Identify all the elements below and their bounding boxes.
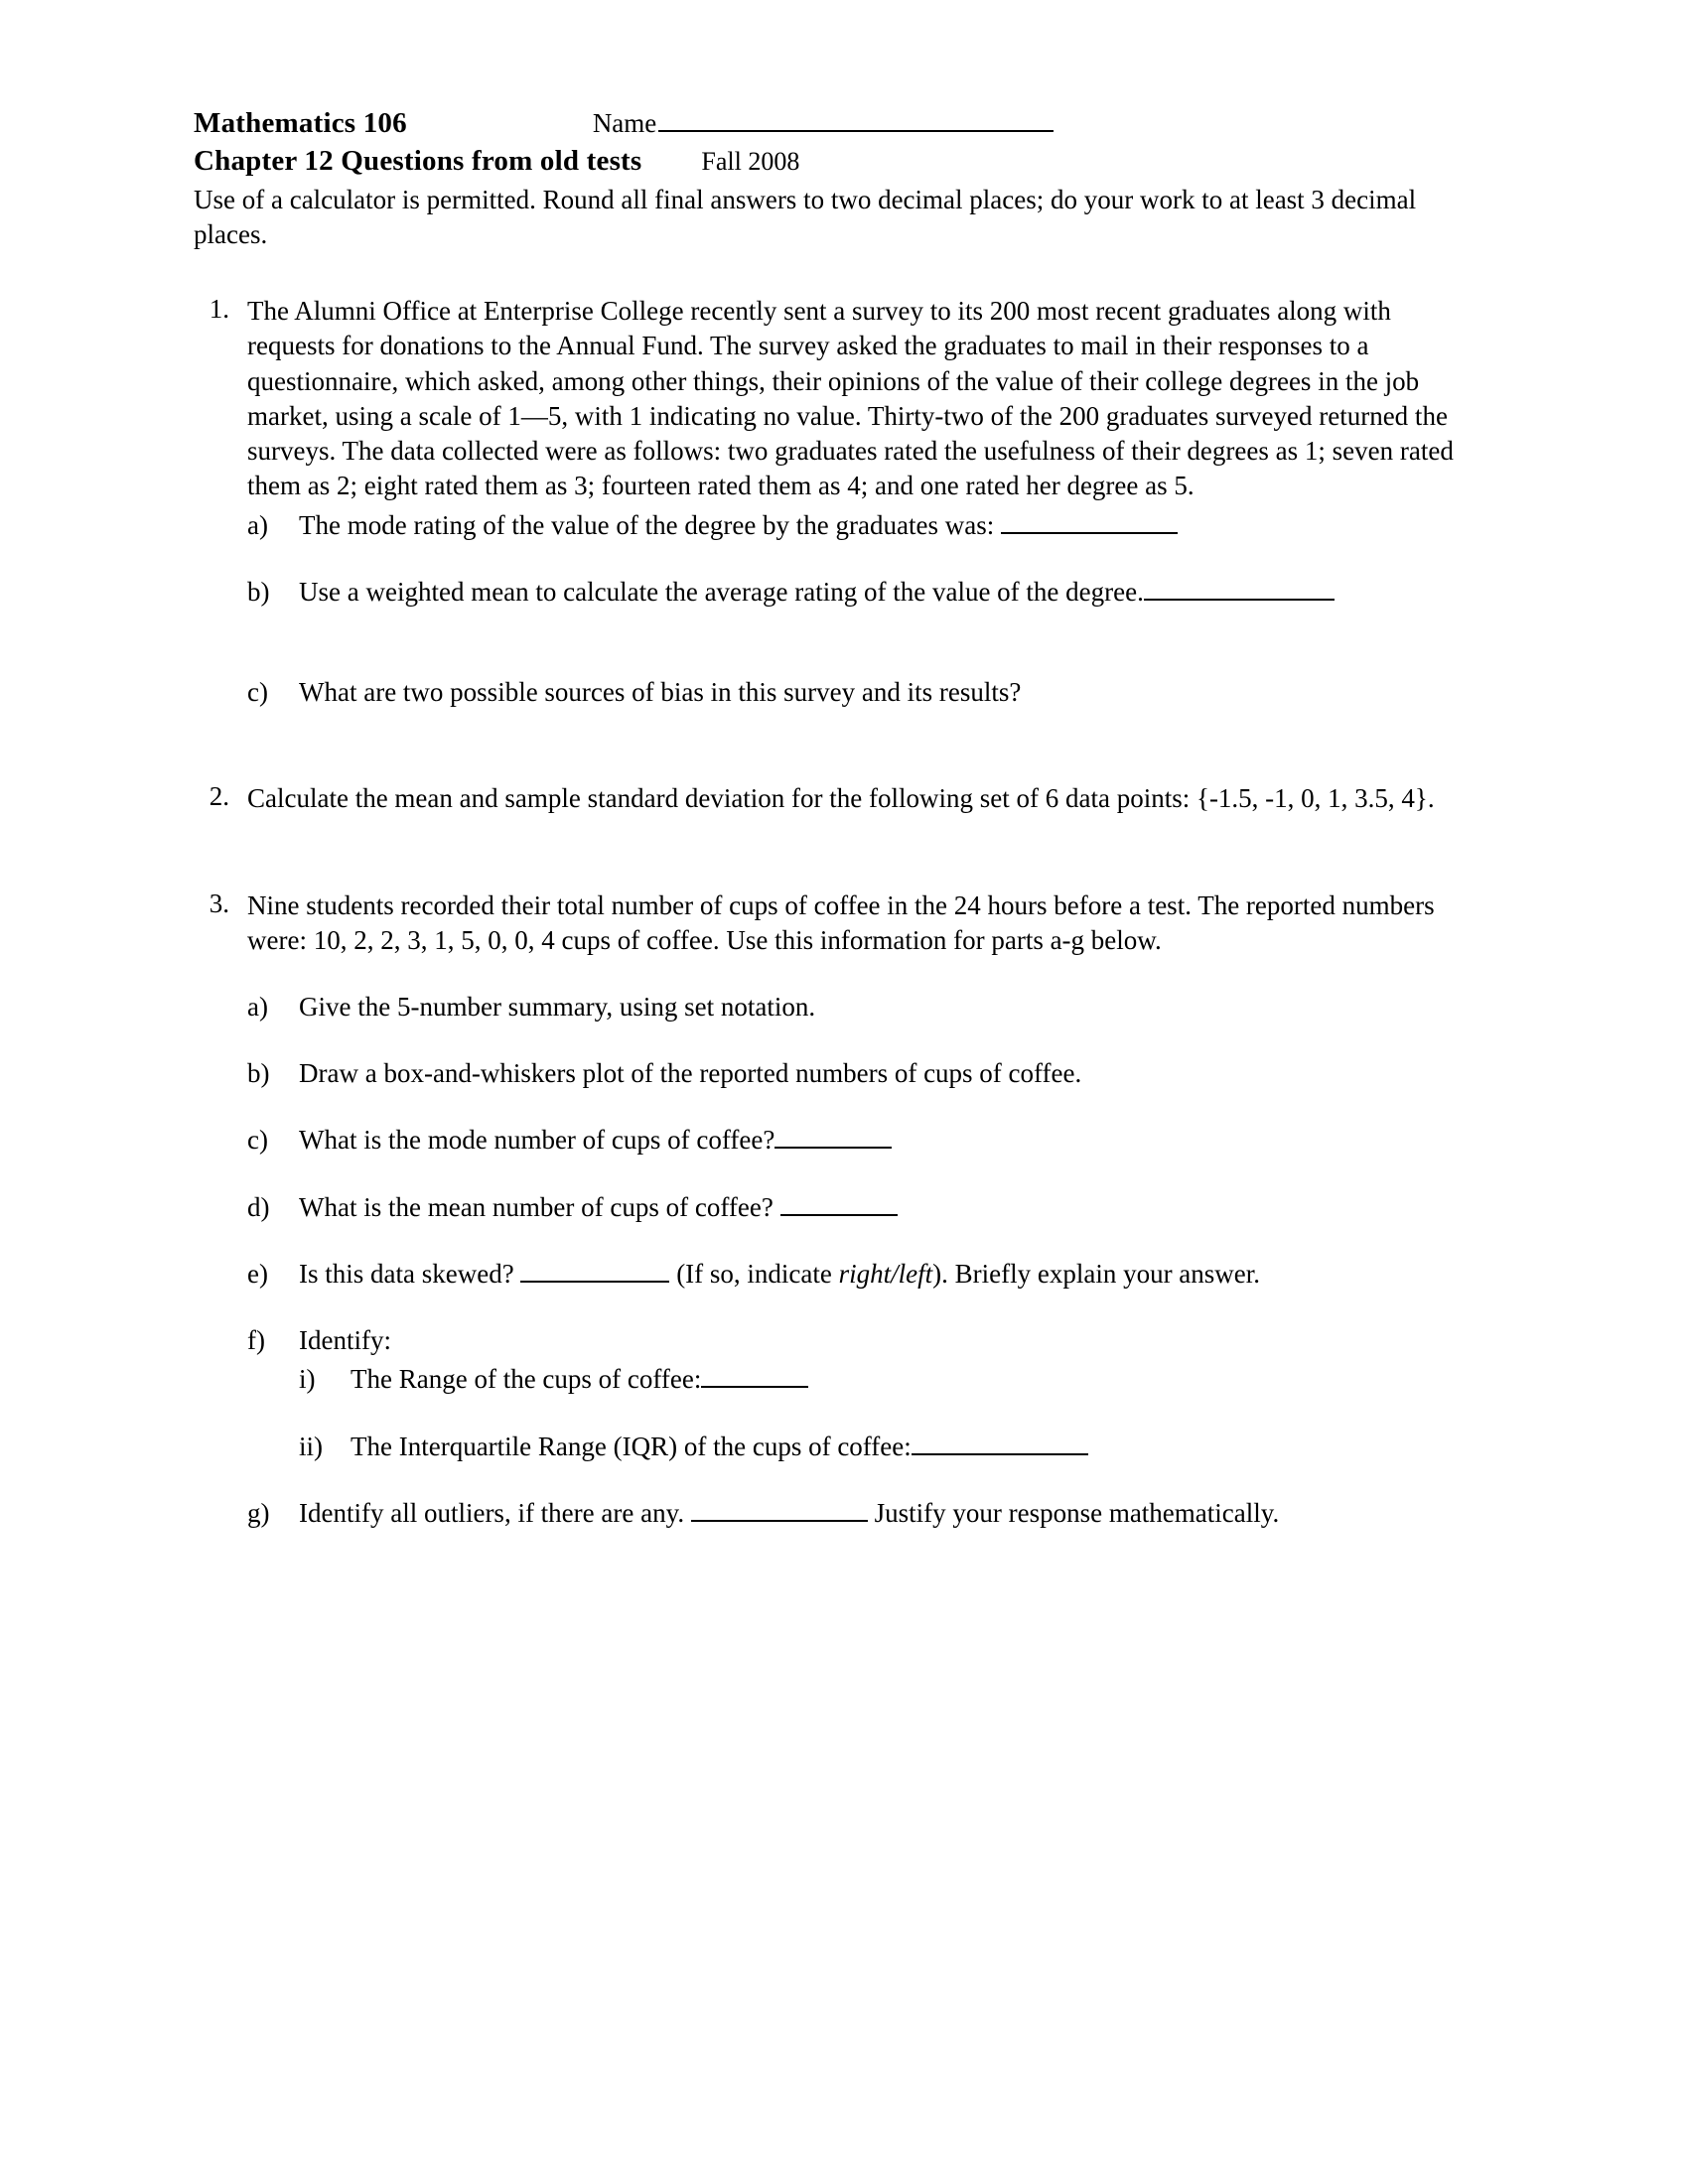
question-3-part-f-i xyxy=(299,1362,1471,1397)
question-1-part-a-text: The mode rating of the value of the degree by the graduates was: xyxy=(299,509,995,540)
spacer xyxy=(247,1024,1499,1052)
question-3 xyxy=(194,888,1499,1532)
spacer xyxy=(194,710,1499,781)
question-3-part-f-i-answer-blank[interactable] xyxy=(701,1365,808,1388)
name-label: Name xyxy=(592,108,657,138)
question-3-part-c-text: What is the mode number of cups of coffee? xyxy=(299,1125,775,1156)
question-3-part-g-label: g) xyxy=(247,1497,270,1528)
question-1-number: 1. xyxy=(209,294,229,325)
question-3-part-f-label: f) xyxy=(247,1325,265,1356)
question-1-part-a xyxy=(247,508,1499,543)
document-header xyxy=(194,107,1499,252)
question-3-part-f-ii-label: ii) xyxy=(299,1431,323,1461)
question-3-part-f-ii-answer-blank[interactable] xyxy=(912,1433,1088,1455)
question-3-part-g-text-after: Justify your response mathematically. xyxy=(874,1497,1280,1528)
spacer xyxy=(247,543,1499,571)
question-3-part-g-answer-blank[interactable] xyxy=(691,1499,868,1522)
question-3-text: Nine students recorded their total number of cups of coffee in the 24 hours before a test. The reported numbers were: 10, 2, 2, 3, 1, 5, 0, 0, 4 cups of coffee. Use this information for parts a-g below. xyxy=(247,889,1435,955)
question-3-part-c xyxy=(247,1123,1499,1158)
question-3-part-e xyxy=(247,1257,1499,1292)
header-row-course xyxy=(194,107,1499,140)
spacer xyxy=(299,1398,1471,1426)
question-3-number: 3. xyxy=(209,887,229,918)
spacer xyxy=(247,958,1499,986)
question-2 xyxy=(194,781,1499,816)
name-blank-field[interactable] xyxy=(658,108,1054,132)
question-3-part-e-emphasis: right/left xyxy=(838,1258,933,1289)
question-3-part-f xyxy=(247,1323,1499,1464)
question-3-part-e-text-before: Is this data skewed? xyxy=(299,1258,514,1289)
question-1-part-a-label: a) xyxy=(247,509,268,540)
question-3-part-c-label: c) xyxy=(247,1125,268,1156)
question-3-part-f-i-text: The Range of the cups of coffee: xyxy=(351,1364,702,1395)
question-3-part-a xyxy=(247,990,1499,1024)
question-list xyxy=(194,294,1499,1531)
term-label: Fall 2008 xyxy=(701,147,800,176)
spacer xyxy=(247,610,1499,671)
question-2-number: 2. xyxy=(209,781,229,812)
spacer xyxy=(247,1159,1499,1186)
question-1-part-c xyxy=(247,675,1499,710)
question-3-part-f-i-label: i) xyxy=(299,1364,316,1395)
question-2-text: Calculate the mean and sample standard deviation for the following set of 6 data points: {-1.5, -1, 0, 1, 3.5, 4}. xyxy=(247,783,1435,814)
question-3-part-d xyxy=(247,1190,1499,1225)
question-3-part-g-text-before: Identify all outliers, if there are any. xyxy=(299,1497,685,1528)
question-3-part-a-text: Give the 5-number summary, using set notation. xyxy=(299,992,816,1022)
question-3-part-f-ii-text: The Interquartile Range (IQR) of the cups of coffee: xyxy=(351,1431,912,1461)
question-3-part-b xyxy=(247,1056,1499,1091)
question-1-part-c-text: What are two possible sources of bias in this survey and its results? xyxy=(299,677,1022,708)
header-row-chapter xyxy=(194,145,1499,178)
question-3-part-e-text-after-1: (If so, indicate xyxy=(676,1258,832,1289)
question-1-part-b-text: Use a weighted mean to calculate the average rating of the value of the degree. xyxy=(299,576,1144,607)
question-3-part-f-ii xyxy=(299,1430,1471,1464)
question-1-part-b xyxy=(247,575,1499,610)
question-3-part-e-text-after-2: ). Briefly explain your answer. xyxy=(932,1258,1261,1289)
question-3-part-f-text: Identify: xyxy=(299,1325,391,1356)
spacer xyxy=(194,817,1499,888)
question-3-part-d-answer-blank[interactable] xyxy=(780,1193,898,1216)
course-title: Mathematics 106 xyxy=(194,107,407,139)
spacer xyxy=(247,1292,1499,1319)
question-3-part-e-label: e) xyxy=(247,1258,268,1289)
spacer xyxy=(247,1225,1499,1253)
question-1-part-c-label: c) xyxy=(247,677,268,708)
question-1 xyxy=(194,294,1499,710)
question-3-part-e-answer-blank[interactable] xyxy=(520,1260,669,1283)
question-1-part-b-label: b) xyxy=(247,576,270,607)
question-3-part-c-answer-blank[interactable] xyxy=(774,1126,892,1149)
question-3-part-b-label: b) xyxy=(247,1058,270,1089)
instructions-text: Use of a calculator is permitted. Round all final answers to two decimal places; do your work to at least 3 decimal places. xyxy=(194,185,1417,250)
spacer xyxy=(247,1464,1499,1492)
chapter-title: Chapter 12 Questions from old tests xyxy=(194,145,642,177)
question-3-part-b-text: Draw a box-and-whiskers plot of the reported numbers of cups of coffee. xyxy=(299,1058,1082,1089)
question-1-text: The Alumni Office at Enterprise College recently sent a survey to its 200 most recent graduates along with requests for donations to the Annual Fund. The survey asked the graduates to mail in their responses to a questionnaire, which asked, among other things, their opinions of the value of their college degrees in the job market, using a scale of 1—5, with 1 indicating no value. Thirty-two of the 200 graduates surveyed returned the surveys. The data collected were as follows: two graduates rated the usefulness of their degrees as 1; seven rated them as 2; eight rated them as 3; fourteen rated them as 4; and one rated her degree as 5. xyxy=(247,296,1454,501)
question-1-part-a-answer-blank[interactable] xyxy=(1001,511,1178,534)
question-3-part-a-label: a) xyxy=(247,992,268,1022)
question-3-part-d-label: d) xyxy=(247,1191,270,1222)
spacer xyxy=(247,1091,1499,1119)
question-3-part-g xyxy=(247,1496,1499,1531)
question-1-part-b-answer-blank[interactable] xyxy=(1144,578,1335,601)
question-3-part-d-text: What is the mean number of cups of coffee? xyxy=(299,1191,774,1222)
